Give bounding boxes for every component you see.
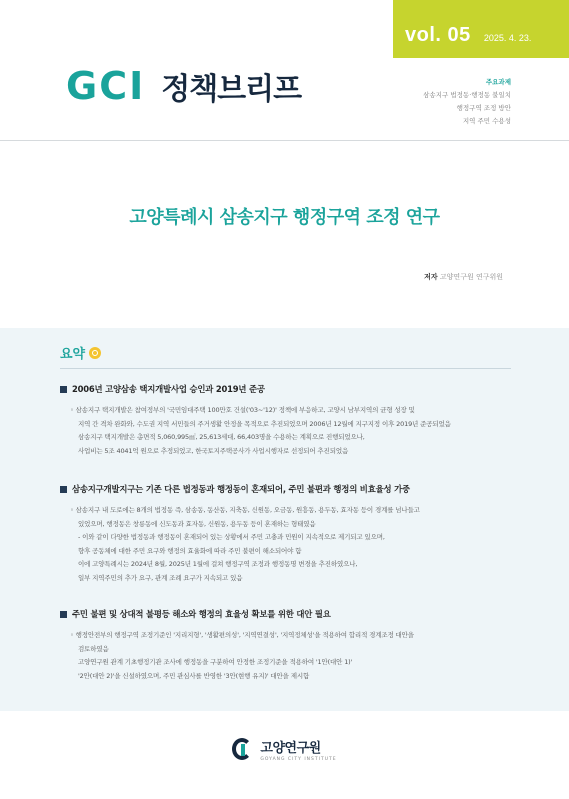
- section-body: [60, 504, 511, 585]
- summary-box: [0, 328, 569, 711]
- author-line: [424, 272, 503, 282]
- institute-name-kr: 고양연구원: [260, 740, 321, 756]
- square-bullet-icon: [60, 386, 67, 393]
- brand-logo-text: GCI: [66, 64, 146, 108]
- summary-section: [60, 608, 511, 683]
- author-label: 저자: [424, 273, 438, 281]
- side-info-line: 삼송지구 법정동·행정동 불일치: [423, 91, 511, 99]
- institute-logo-icon: [232, 736, 254, 762]
- volume-number: vol. 05: [405, 24, 471, 46]
- square-bullet-icon: [60, 486, 67, 493]
- side-info-line: 지역 주민 수용성: [462, 117, 511, 125]
- paragraph: 검토하였음: [78, 644, 109, 653]
- paragraph: 고양연구원 관계 기초행정기관 조사에 행정동을 구분하여 안정한 조정기준을 적용하여 '1안(대안 1)': [78, 658, 353, 666]
- brand-title: [66, 64, 301, 116]
- paragraph: 지역 간 격차 완화와, 수도권 지역 서민들의 주거생활 안정을 목적으로 추진되었으며 2006년 12월에 지구지정 이후 2019년 준공되었음: [78, 419, 451, 428]
- summary-section: [60, 483, 511, 585]
- divider: [60, 368, 511, 369]
- summary-badge-icon: [89, 347, 101, 359]
- footer-logo: [0, 736, 569, 762]
- square-bullet-icon: [60, 611, 67, 618]
- side-info-label: 주요과제: [485, 78, 511, 86]
- paragraph: 사업비는 5조 4041억 원으로 추정되었고, 한국토지주택공사가 사업시행자로 선정되어 추진되었음: [78, 446, 349, 455]
- section-title: 2006년 고양삼송 택지개발사업 승인과 2019년 준공: [60, 383, 511, 395]
- section-title: 주민 불편 및 상대적 불평등 해소와 행정의 효율성 확보를 위한 대안 필요: [60, 608, 511, 620]
- summary-section: [60, 383, 511, 458]
- summary-heading: 요약: [60, 347, 86, 362]
- paragraph: 이에 고양특례시는 2024년 8월, 2025년 1월에 걸쳐 행정구역 조정과 행정동명 변경을 추진하였으나,: [78, 560, 358, 568]
- author-name: 고양연구원 연구위원: [439, 273, 503, 281]
- paragraph: ◦ 삼송지구 택지개발은 참여정부의 '국민임대주택 100만호 건설('03~'12)' 정책에 부응하고, 고양시 남부지역의 균형 성장 및: [70, 406, 415, 414]
- institute-name: [260, 737, 336, 762]
- section-title: 삼송지구개발지구는 기존 다른 법정동과 행정동이 혼재되어, 주민 불편과 행정의 비효율성 가중: [60, 483, 511, 495]
- issue-date: 2025. 4. 23.: [483, 33, 532, 43]
- side-info: [423, 76, 511, 128]
- paragraph: 있었으며, 행정동은 창릉동에 신도동과 효자동, 신원동, 용두동 등이 혼재하는 형태였음: [78, 519, 316, 528]
- section-body: [60, 404, 511, 458]
- divider: [0, 140, 569, 141]
- paragraph: 일부 지역주민의 추가 요구, 관계 조례 요구가 지속되고 있음: [78, 573, 243, 582]
- side-info-line: 행정구역 조정 방안: [456, 104, 511, 112]
- report-title: 고양특례시 삼송지구 행정구역 조정 연구: [129, 207, 440, 228]
- volume-tab: [393, 0, 569, 58]
- brief-title: 정책브리프: [161, 72, 302, 107]
- paragraph: ◦ 행정안전부의 행정구역 조정기준인 '지리지형', '생활편의성', '지역연결성', '지역정체성'을 적용하여 합리적 경계조정 대안을: [70, 631, 414, 639]
- summary-header: [60, 343, 101, 362]
- paragraph: - 이와 같이 다양한 법정동과 행정동이 혼재되어 있는 상황에서 주민 고충과 민원이 지속적으로 제기되고 있으며,: [78, 533, 385, 541]
- paragraph: ◦ 삼송지구 내 도로에는 8개의 법정동 즉, 삼송동, 동산동, 지축동, 신원동, 오금동, 원흥동, 용두동, 효자동 등이 경계를 넘나들고: [70, 506, 420, 514]
- paragraph: 향후 공동체에 대한 주민 요구와 행정의 효율화에 따라 주민 불편이 해소되어야 함: [78, 546, 302, 555]
- paragraph: 삼송지구 택지개발은 총면적 5,060,995㎡, 25,613세대, 66,403명을 수용하는 계획으로 진행되었으나,: [78, 433, 365, 441]
- institute-name-en: GOYANG CITY INSTITUTE: [260, 756, 337, 762]
- section-body: [60, 629, 511, 683]
- paragraph: '2안(대안 2)'을 신설하였으며, 주민 관심사를 반영한 '3안(현행 유지)' 대안을 제시함: [78, 671, 310, 680]
